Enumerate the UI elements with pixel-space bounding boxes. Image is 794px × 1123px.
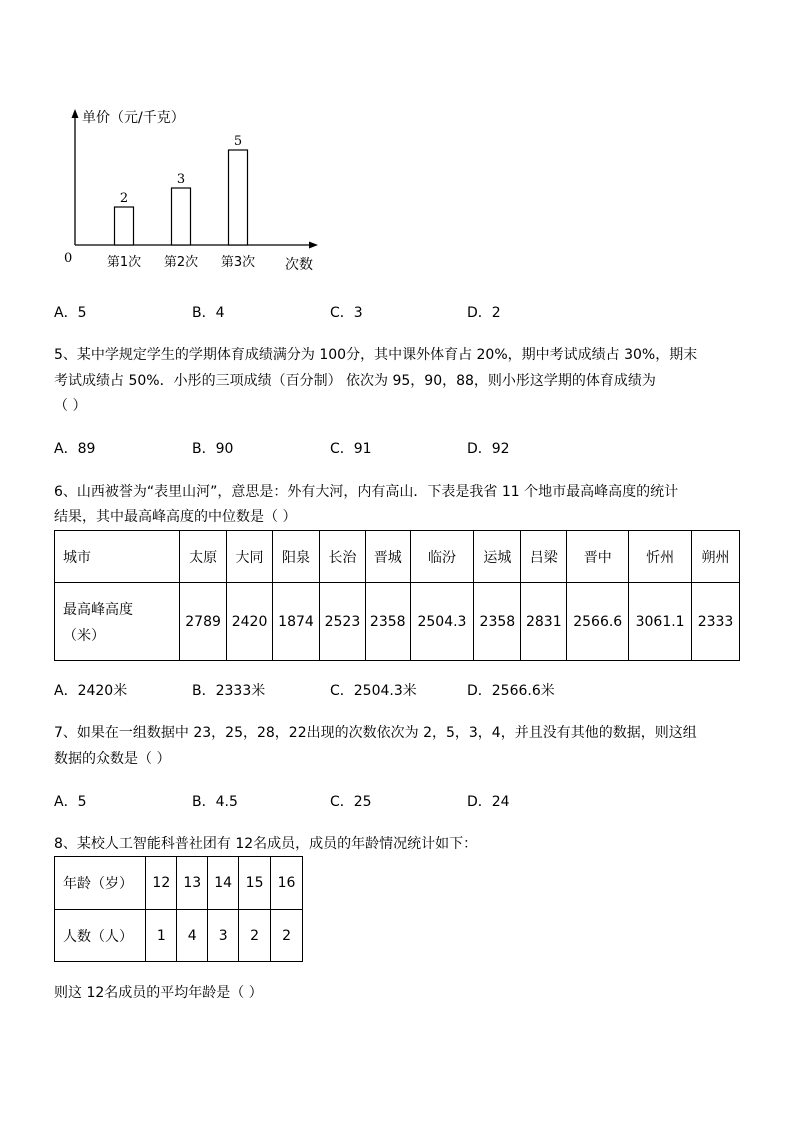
q7-option-a[interactable]: A．5 bbox=[54, 794, 87, 810]
bar-value-label: 2 bbox=[119, 191, 129, 206]
q5-text-line-2: 考试成绩占 50%．小彤的三项成绩（百分制） 依次为 95，90，88，则小彤这学期的体育成绩为 bbox=[54, 373, 656, 389]
age-table bbox=[54, 856, 303, 962]
age-cell: 12 bbox=[146, 857, 177, 910]
height-cell: 2333 bbox=[692, 583, 740, 661]
count-header: 人数（人） bbox=[55, 910, 146, 962]
height-cell: 2789 bbox=[180, 583, 227, 661]
height-header bbox=[55, 583, 180, 661]
q6-text-line-1: 6、山西被誉为“表里山河”，意思是：外有大河，内有高山．下表是我省 11 个地市最高峰高度的统计 bbox=[54, 484, 679, 500]
city-header: 城市 bbox=[55, 531, 180, 583]
q4-option-c[interactable]: C．3 bbox=[330, 305, 363, 321]
height-header-line-1: 最高峰高度 bbox=[63, 601, 133, 618]
height-cell: 2523 bbox=[319, 583, 365, 661]
q7-option-b[interactable]: B．4.5 bbox=[192, 794, 238, 810]
category-label: 第2次 bbox=[163, 255, 199, 270]
q7-text-line-2: 数据的众数是（ ） bbox=[54, 751, 171, 767]
q7-option-c[interactable]: C．25 bbox=[330, 794, 372, 810]
q6-option-a[interactable]: A．2420米 bbox=[54, 683, 128, 699]
q7-text-line-1: 7、如果在一组数据中 23，25，28，22出现的次数依次为 2，5，3，4，并且没有其他的数据，则这组 bbox=[54, 725, 697, 741]
age-row bbox=[55, 857, 303, 910]
q4-option-a[interactable]: A．5 bbox=[54, 305, 87, 321]
q8-text-line-1: 8、某校人工智能科普社团有 12名成员，成员的年龄情况统计如下： bbox=[54, 836, 478, 852]
height-cell: 2420 bbox=[227, 583, 273, 661]
category-label: 第3次 bbox=[220, 255, 256, 270]
city-cell: 大同 bbox=[227, 531, 273, 583]
bar-1 bbox=[115, 207, 134, 245]
count-cell: 1 bbox=[146, 910, 177, 962]
height-cell: 2358 bbox=[474, 583, 521, 661]
count-cell: 2 bbox=[239, 910, 271, 962]
q5-option-d[interactable]: D．92 bbox=[467, 441, 510, 457]
q4-option-d[interactable]: D．2 bbox=[467, 305, 501, 321]
height-cell: 1874 bbox=[273, 583, 320, 661]
age-cell: 16 bbox=[271, 857, 303, 910]
bar-3 bbox=[229, 150, 248, 245]
count-cell: 4 bbox=[177, 910, 208, 962]
q4-option-b[interactable]: B．4 bbox=[192, 305, 225, 321]
q5-answer-blank: （ ） bbox=[54, 398, 87, 414]
count-cell: 2 bbox=[271, 910, 303, 962]
q7-option-d[interactable]: D．24 bbox=[467, 794, 510, 810]
height-row bbox=[55, 583, 740, 661]
q6-option-d[interactable]: D．2566.6米 bbox=[467, 683, 555, 699]
price-bar-chart bbox=[0, 0, 360, 290]
city-cell: 太原 bbox=[180, 531, 227, 583]
x-axis-label: 次数 bbox=[285, 257, 313, 273]
y-axis-arrow bbox=[72, 109, 79, 118]
city-cell: 朔州 bbox=[692, 531, 740, 583]
age-cell: 14 bbox=[208, 857, 239, 910]
height-cell: 2504.3 bbox=[410, 583, 474, 661]
q6-option-b[interactable]: B．2333米 bbox=[192, 683, 266, 699]
category-label: 第1次 bbox=[106, 255, 142, 270]
city-cell: 晋中 bbox=[567, 531, 629, 583]
height-cell: 3061.1 bbox=[629, 583, 692, 661]
bar-value-label: 3 bbox=[176, 172, 186, 187]
q5-option-b[interactable]: B．90 bbox=[192, 441, 234, 457]
height-cell: 2831 bbox=[521, 583, 567, 661]
count-cell: 3 bbox=[208, 910, 239, 962]
q8-question: 则这 12名成员的平均年龄是（ ） bbox=[54, 985, 263, 1001]
city-cell: 临汾 bbox=[410, 531, 474, 583]
age-header: 年龄（岁） bbox=[55, 857, 146, 910]
peak-height-table bbox=[54, 530, 740, 661]
y-axis-label: 单价（元/千克） bbox=[82, 110, 185, 126]
bar-value-label: 5 bbox=[233, 134, 243, 149]
x-axis-arrow bbox=[309, 242, 318, 249]
q5-text-line-1: 5、某中学规定学生的学期体育成绩满分为 100分，其中课外体育占 20%，期中考试成绩占 30%，期末 bbox=[54, 347, 698, 363]
bar-2 bbox=[172, 188, 191, 245]
city-cell: 吕梁 bbox=[521, 531, 567, 583]
height-header-line-2: （米） bbox=[63, 627, 105, 644]
height-cell: 2566.6 bbox=[567, 583, 629, 661]
q5-option-a[interactable]: A．89 bbox=[54, 441, 96, 457]
count-row bbox=[55, 910, 303, 962]
q5-option-c[interactable]: C．91 bbox=[330, 441, 372, 457]
height-cell: 2358 bbox=[365, 583, 410, 661]
city-cell: 长治 bbox=[319, 531, 365, 583]
origin-label: 0 bbox=[64, 251, 73, 266]
city-cell: 晋城 bbox=[365, 531, 410, 583]
city-cell: 运城 bbox=[474, 531, 521, 583]
city-row bbox=[55, 531, 740, 583]
city-cell: 阳泉 bbox=[273, 531, 320, 583]
q6-text-line-2: 结果，其中最高峰高度的中位数是（ ） bbox=[54, 509, 297, 525]
city-cell: 忻州 bbox=[629, 531, 692, 583]
q6-option-c[interactable]: C．2504.3米 bbox=[330, 683, 417, 699]
age-cell: 13 bbox=[177, 857, 208, 910]
age-cell: 15 bbox=[239, 857, 271, 910]
